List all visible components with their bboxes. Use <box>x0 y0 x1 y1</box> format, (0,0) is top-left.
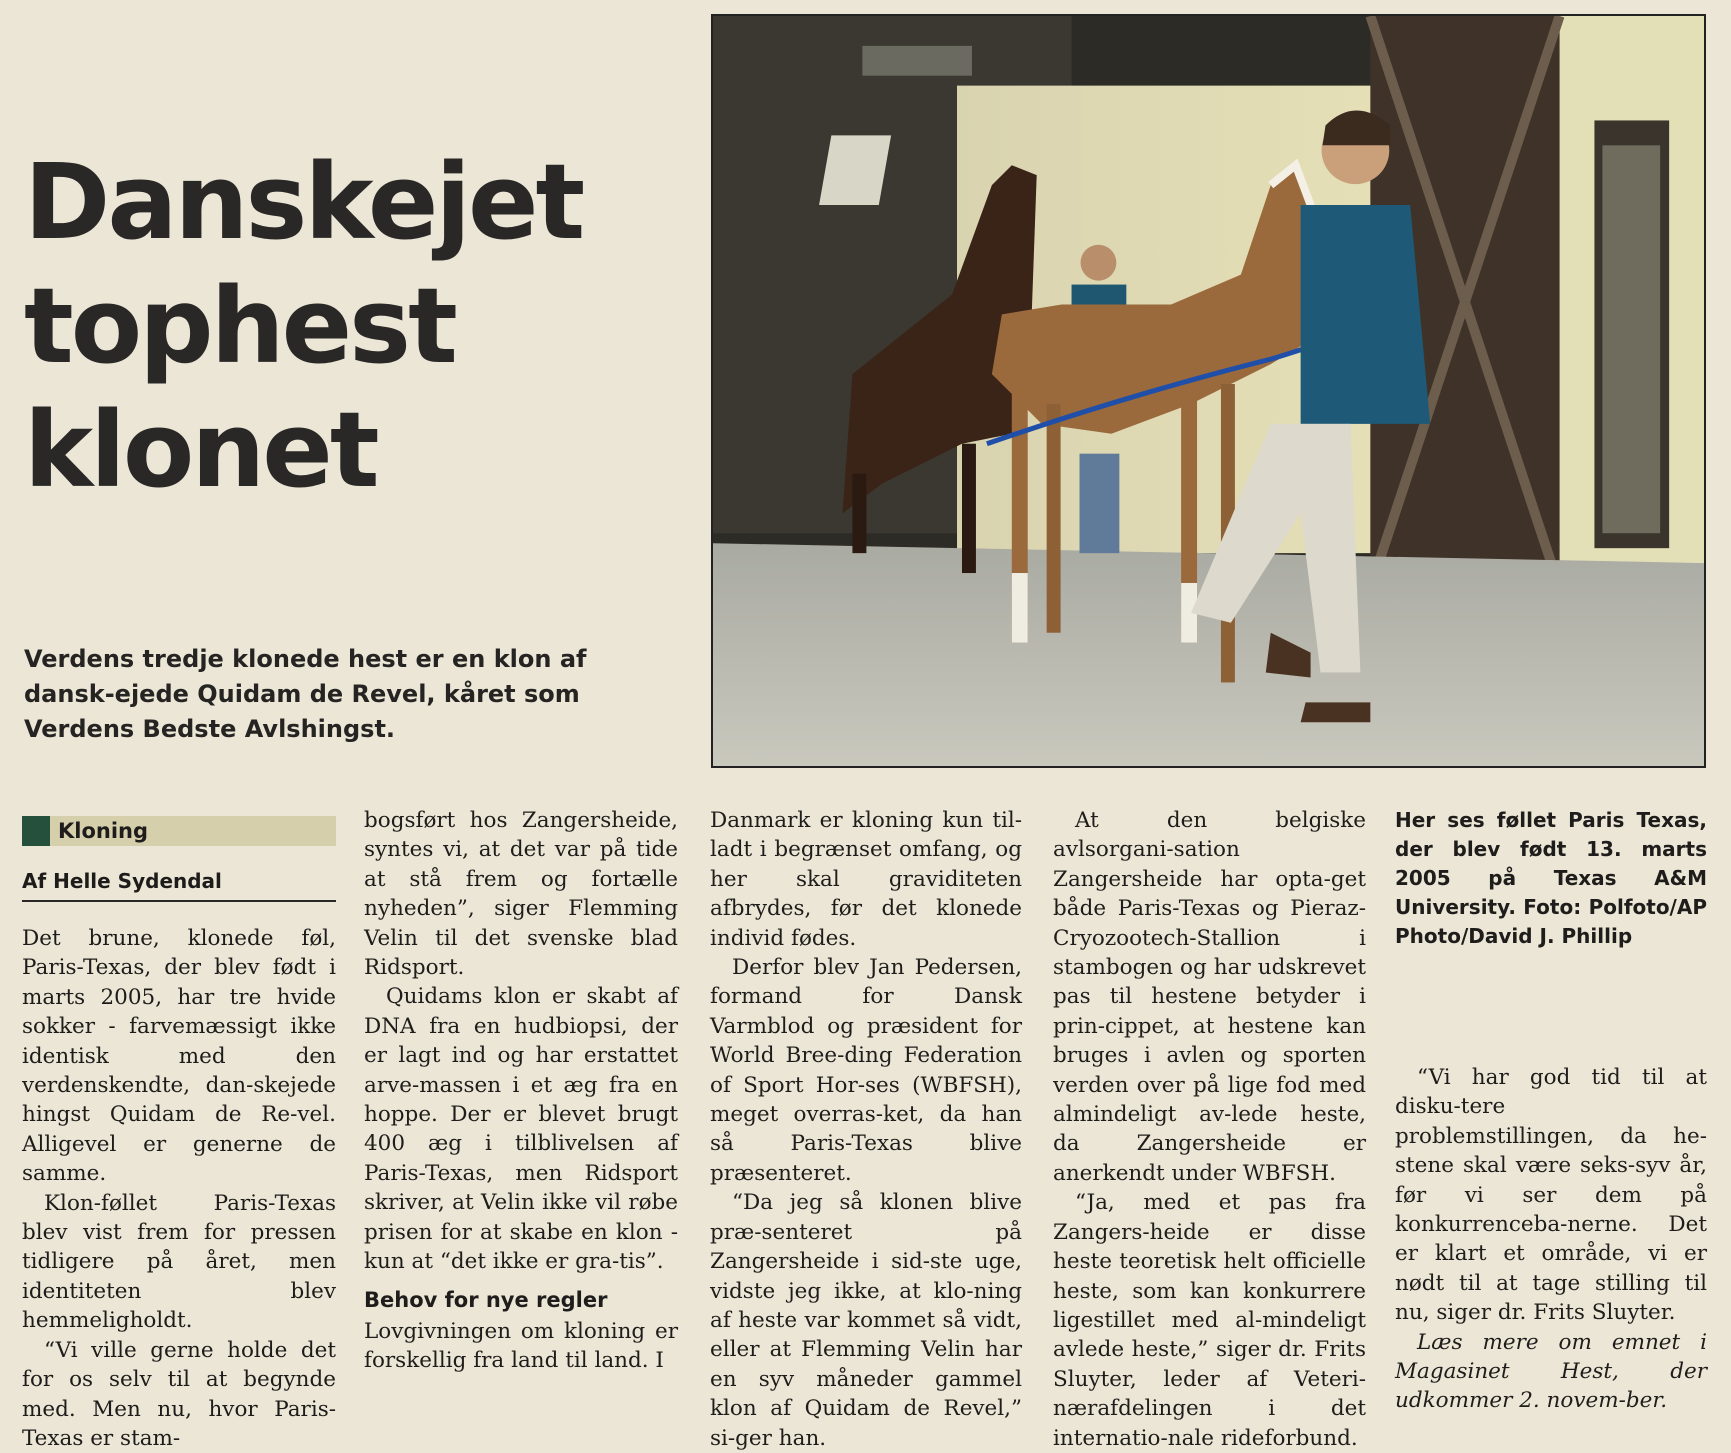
foal-photo-illustration <box>713 16 1704 766</box>
col1-paragraph-2: Klon-føllet Paris-Texas blev vist frem for pressen tidligere på året, men identiteten blev hemmeligholdt. <box>22 1190 336 1334</box>
kicker-label: Kloning <box>58 819 149 843</box>
headline-line-2: tophest <box>24 265 455 387</box>
lead-paragraph: Verdens tredje klonede hest er en klon af dansk-ejede Quidam de Revel, kåret som Verdens Bedste Avlshingst. <box>24 645 587 743</box>
col1-paragraph-3: “Vi ville gerne holde det for os selv til at begynde med. Men nu, hvor Paris-Texas er stam- <box>22 1337 336 1451</box>
column-1 <box>22 924 336 1453</box>
section-kicker <box>22 816 336 846</box>
col3-paragraph-3: “Da jeg så klonen blive præ-senteret på Zangersheide i sid-ste uge, vidste jeg ikke, at klo-ning af heste var kommet så vidt, eller at Flemming Velin har en syv måneder gammel klon af Quidam de Revel,” si-ger han. <box>710 1190 1022 1451</box>
kicker-square-icon <box>22 816 50 846</box>
col3-paragraph-1: Danmark er kloning kun til-ladt i begrænset omfang, og her skal graviditeten afbrydes, før det klonede individ fødes. <box>710 808 1022 951</box>
col4-paragraph-1: At den belgiske avlsorgani-sation Zangersheide har opta-get både Paris-Texas og Pieraz-Cryozootech-Stallion i stambogen og har udskrevet pas til hestene betyder i prin-cippet, at hestene kan bruges i avlen og sporten verden over på lige fod med almindeligt av-lede heste, da Zangersheide er anerkendt under WBFSH. <box>1053 808 1366 1186</box>
column-5 <box>1395 806 1707 1416</box>
subhead: Behov for nye regler <box>364 1287 608 1312</box>
caption-gap <box>1395 951 1707 1063</box>
headline-line-1: Danskejet <box>24 141 583 263</box>
headline <box>24 140 664 512</box>
column-2 <box>364 806 678 1375</box>
byline: Af Helle Sydendal <box>22 868 336 902</box>
col2-paragraph-2: Quidams klon er skabt af DNA fra en hudbiopsi, der er lagt ind og har erstattet arve-massen i et æg fra en hoppe. Der er blevet brugt 400 æg i tilblivelsen af Paris-Texas, men Ridsport skriver, at Velin ikke vil røbe prisen for at skabe en klon - kun at “det ikke er gra-tis”. <box>364 984 678 1275</box>
photo-caption: Her ses føllet Paris Texas, der blev født 13. marts 2005 på Texas A&M University. Foto: Polfoto/AP Photo/David J. Phillip <box>1395 808 1707 948</box>
column-3 <box>710 806 1022 1453</box>
col2-paragraph-3: Lovgivningen om kloning er forskellig fra land til land. I <box>364 1318 678 1373</box>
column-4 <box>1053 806 1366 1453</box>
headline-line-3: klonet <box>24 389 377 511</box>
read-more-note: Læs mere om emnet i Magasinet Hest, der udkommer 2. novem-ber. <box>1395 1329 1707 1414</box>
col4-paragraph-2: “Ja, med et pas fra Zangers-heide er disse heste teoretisk helt officielle heste, som kan konkurrere ligestillet med al-mindeligt avlede heste,” siger dr. Frits Sluyter, leder af Veteri-nærafdelingen i det internatio-nale rideforbund. <box>1053 1190 1366 1451</box>
article-photo <box>711 14 1706 768</box>
col5-paragraph-1: “Vi har god tid til at disku-tere problemstillingen, da he-stene skal være seks-syv år, før vi ser dem på konkurrenceba-nerne. Det er klart et område, vi er nødt til at tage stilling til nu, siger dr. Frits Sluyter. <box>1395 1065 1707 1326</box>
col2-paragraph-1: bogsført hos Zangersheide, syntes vi, at det var på tide at stå frem og fortælle nyheden”, siger Flemming Velin til det svenske blad Ridsport. <box>364 808 678 981</box>
col3-paragraph-2: Derfor blev Jan Pedersen, formand for Dansk Varmblod og præsident for World Bree-ding Federation of Sport Hor-ses (WBFSH), meget overras-ket, da han så Paris-Texas blive præsenteret. <box>710 955 1022 1186</box>
col1-paragraph-1: Det brune, klonede føl, Paris-Texas, der blev født i marts 2005, har tre hvide sokker - farvemæssigt ikke identisk med den verdenskendte, dan-skejede hingst Quidam de Re-vel. Alligevel er generne de samme. <box>22 926 336 1187</box>
